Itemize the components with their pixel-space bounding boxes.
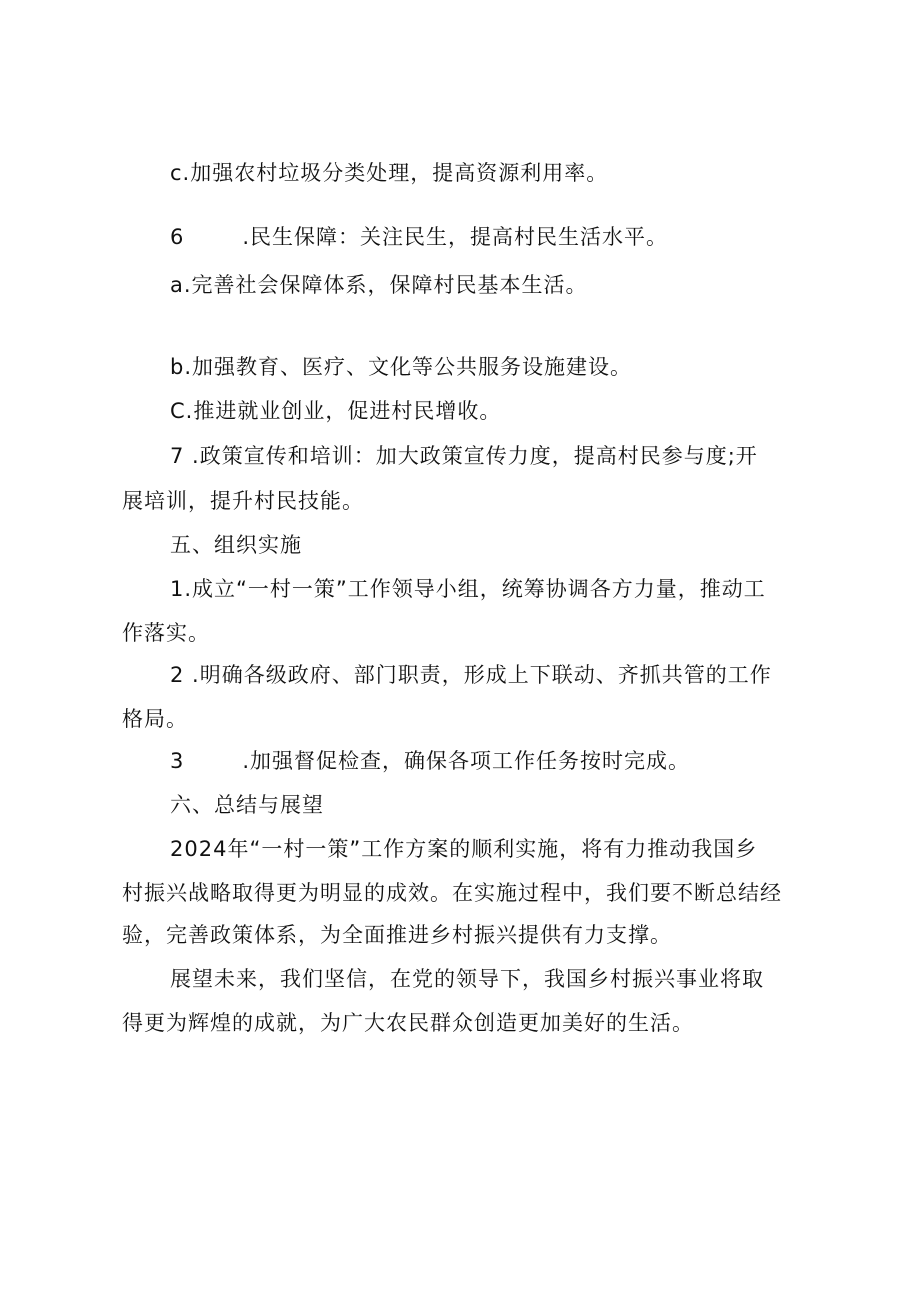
section-7-heading [170, 441, 758, 471]
item-number: 6 [170, 225, 185, 249]
outlook-paragraph-line-2 [122, 1008, 694, 1038]
line-text: c.加强农村垃圾分类处理，提高资源利用率。 [170, 161, 609, 185]
line-text: 得更为辉煌的成就，为广大农民群众创造更加美好的生活。 [122, 1011, 694, 1035]
line-text: 2024年“一村一策”工作方案的顺利实施，将有力推动我国乡 [170, 837, 758, 861]
line-text: 7 .政策宣传和培训：加大政策宣传力度，提高村民参与度;开 [170, 444, 758, 468]
section-6-heading [170, 222, 668, 252]
summary-paragraph-line-1 [170, 834, 757, 864]
org-item-2 [170, 660, 772, 690]
org-item-2-continuation [122, 704, 188, 734]
list-item-b [170, 352, 632, 382]
line-text: 格局。 [122, 707, 188, 731]
org-item-1 [170, 574, 766, 604]
org-item-3 [170, 746, 690, 776]
list-item-c2 [170, 396, 501, 426]
line-text: .民生保障：关注民生，提高村民生活水平。 [242, 225, 669, 249]
summary-paragraph-line-2 [122, 878, 782, 908]
outlook-paragraph-line-1 [170, 964, 764, 994]
list-item-a [170, 270, 588, 300]
heading-organization [170, 530, 302, 560]
line-text: 2 .明确各级政府、部门职责，形成上下联动、齐抓共管的工作 [170, 663, 772, 687]
heading-text: 六、总结与展望 [170, 793, 324, 817]
heading-text: 五、组织实施 [170, 533, 302, 557]
line-text: a.完善社会保障体系，保障村民基本生活。 [170, 273, 588, 297]
line-text: 村振兴战略取得更为明显的成效。在实施过程中，我们要不断总结经 [122, 881, 782, 905]
org-item-1-continuation [122, 618, 210, 648]
line-text: b.加强教育、医疗、文化等公共服务设施建设。 [170, 355, 633, 379]
line-text: 作落实。 [122, 621, 210, 645]
heading-summary [170, 790, 324, 820]
line-text: 1.成立“一村一策”工作领导小组，统筹协调各方力量，推动工 [170, 577, 766, 601]
line-text: 验，完善政策体系，为全面推进乡村振兴提供有力支撑。 [122, 923, 672, 947]
section-7-continuation [122, 486, 364, 516]
line-text: C.推进就业创业，促进村民增收。 [170, 399, 502, 423]
summary-paragraph-line-3 [122, 920, 672, 950]
line-text: .加强督促检查，确保各项工作任务按时完成。 [242, 749, 691, 773]
line-text: 展培训，提升村民技能。 [122, 489, 364, 513]
list-item-c [170, 158, 608, 188]
line-text: 展望未来，我们坚信，在党的领导下，我国乡村振兴事业将取 [170, 967, 764, 991]
item-number: 3 [170, 749, 185, 773]
